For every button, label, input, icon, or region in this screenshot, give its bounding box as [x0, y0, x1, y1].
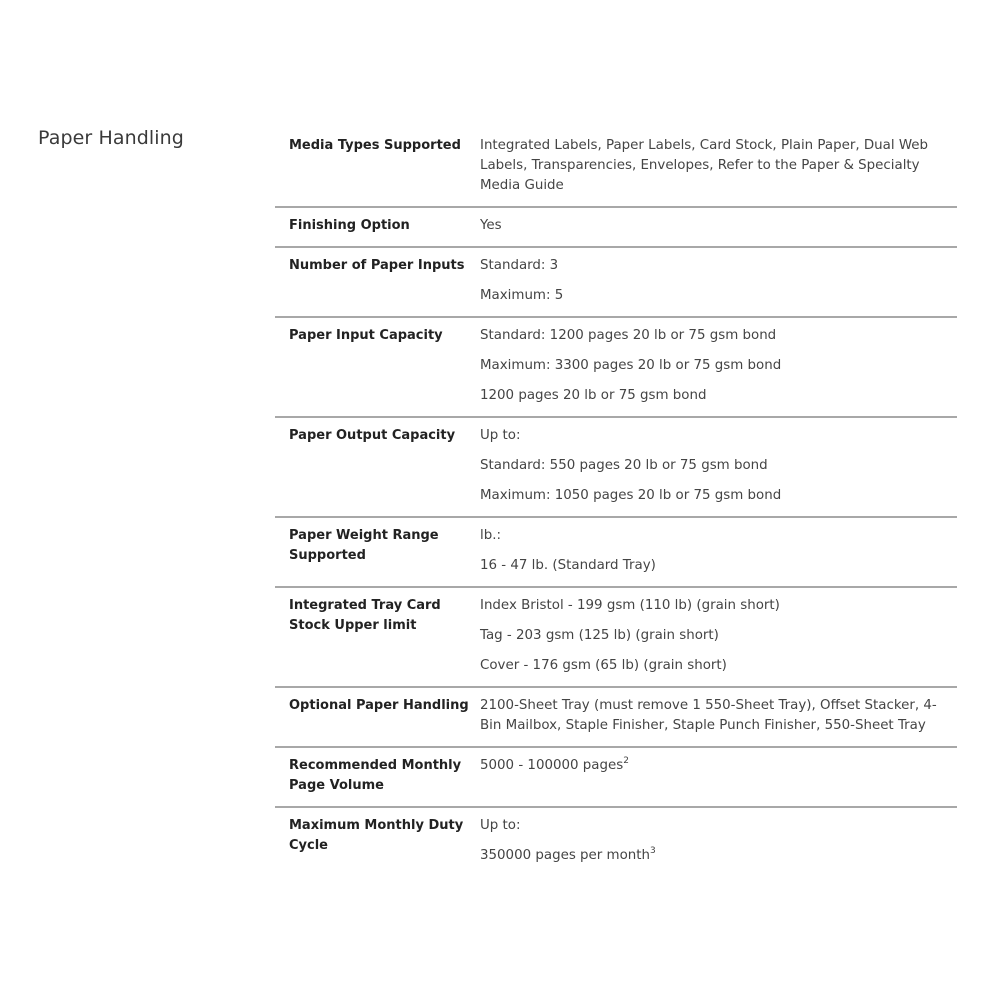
spec-label: Paper Weight Range Supported: [289, 528, 439, 563]
spec-values: [480, 136, 957, 196]
spec-value: [480, 846, 937, 866]
spec-value: Up to:: [480, 428, 521, 443]
spec-value: Maximum: 1050 pages 20 lb or 75 gsm bond: [480, 488, 782, 503]
spec-label: Paper Input Capacity: [289, 328, 443, 343]
spec-row-media-types: [275, 128, 957, 208]
spec-values: [480, 426, 957, 506]
spec-value: Maximum: 5: [480, 288, 564, 303]
spec-values: [480, 696, 957, 736]
spec-row-paper-inputs: [275, 248, 957, 318]
spec-table: [275, 128, 957, 876]
spec-value: Cover - 176 gsm (65 lb) (grain short): [480, 658, 727, 673]
spec-value: Integrated Labels, Paper Labels, Card Stock, Plain Paper, Dual Web Labels, Transparencies, Envelopes, Refer to the Paper & Specialty Media Guide: [480, 138, 929, 193]
spec-value: Standard: 550 pages 20 lb or 75 gsm bond: [480, 458, 768, 473]
spec-value: Up to:: [480, 818, 521, 833]
spec-row-input-capacity: [275, 318, 957, 418]
spec-values: [480, 816, 957, 866]
spec-values: [480, 756, 957, 796]
spec-label: Integrated Tray Card Stock Upper limit: [289, 598, 441, 633]
spec-value: Index Bristol - 199 gsm (110 lb) (grain short): [480, 598, 780, 613]
spec-values: [480, 256, 957, 306]
spec-row-optional-handling: [275, 688, 957, 748]
spec-label: Optional Paper Handling: [289, 698, 469, 713]
spec-row-weight-range: [275, 518, 957, 588]
spec-value: [480, 756, 937, 776]
spec-value: 16 - 47 lb. (Standard Tray): [480, 558, 656, 573]
spec-value: Yes: [480, 218, 502, 233]
spec-label: Paper Output Capacity: [289, 428, 456, 443]
spec-label: Maximum Monthly Duty Cycle: [289, 818, 464, 853]
spec-row-monthly-volume: [275, 748, 957, 808]
spec-value: 2100-Sheet Tray (must remove 1 550-Sheet Tray), Offset Stacker, 4-Bin Mailbox, Staple Finisher, Staple Punch Finisher, 550-Sheet Tray: [480, 698, 937, 733]
spec-value: Maximum: 3300 pages 20 lb or 75 gsm bond: [480, 358, 782, 373]
spec-value: Standard: 1200 pages 20 lb or 75 gsm bond: [480, 328, 777, 343]
spec-row-finishing-option: [275, 208, 957, 248]
section-title: Paper Handling: [38, 127, 184, 149]
spec-values: [480, 216, 957, 236]
spec-row-output-capacity: [275, 418, 957, 518]
spec-label: Number of Paper Inputs: [289, 258, 465, 273]
spec-value-text: 5000 - 100000 pages: [480, 758, 624, 773]
spec-row-duty-cycle: [275, 808, 957, 876]
spec-values: [480, 526, 957, 576]
spec-value: Standard: 3: [480, 258, 559, 273]
spec-value: Tag - 203 gsm (125 lb) (grain short): [480, 628, 719, 643]
footnote-marker: 3: [650, 846, 656, 856]
spec-row-card-stock-limit: [275, 588, 957, 688]
spec-values: [480, 326, 957, 406]
spec-label: Media Types Supported: [289, 138, 461, 153]
spec-label: Recommended Monthly Page Volume: [289, 758, 462, 793]
spec-label: Finishing Option: [289, 218, 410, 233]
spec-value: lb.:: [480, 528, 501, 543]
spec-value-text: 350000 pages per month: [480, 848, 651, 863]
spec-values: [480, 596, 957, 676]
footnote-marker: 2: [623, 756, 629, 766]
spec-value: 1200 pages 20 lb or 75 gsm bond: [480, 388, 707, 403]
